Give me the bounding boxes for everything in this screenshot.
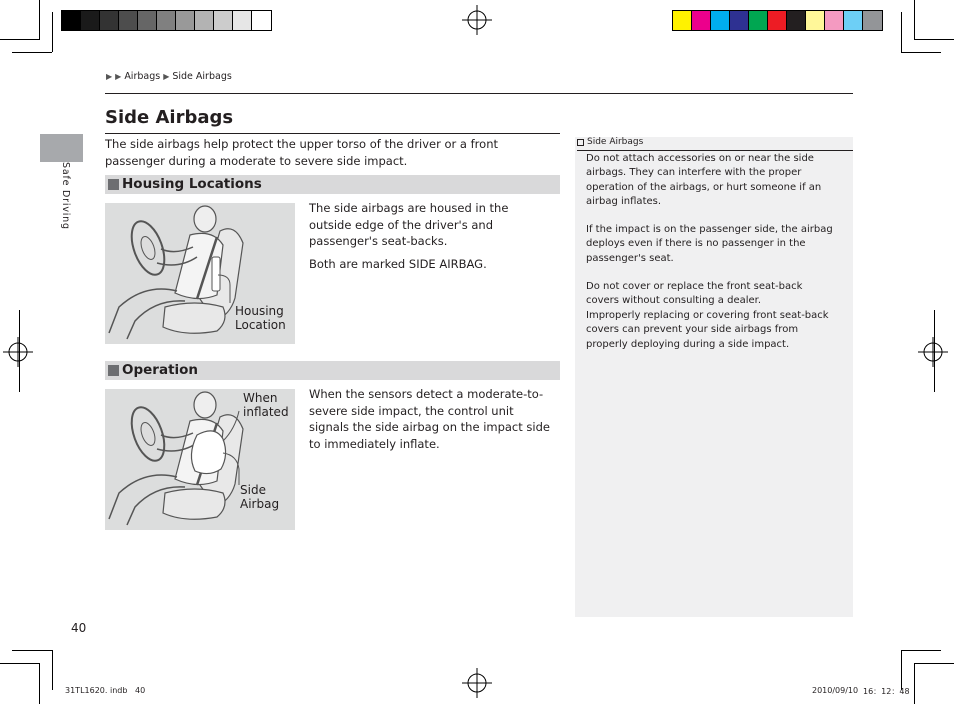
note-rule	[577, 150, 853, 151]
color-swatch	[806, 11, 825, 30]
title-rule	[105, 133, 560, 134]
crop-mark	[914, 663, 915, 704]
note-paragraph: Improperly replacing or covering front seat-back covers can prevent your side airbags from properly deploying during a side impact.	[586, 310, 829, 350]
crop-mark	[901, 650, 902, 690]
color-swatch	[711, 11, 730, 30]
breadcrumb-item-airbags[interactable]: Airbags	[124, 71, 161, 82]
page-title: Side Airbags	[105, 107, 234, 128]
color-swatch	[81, 11, 100, 30]
operation-section-header	[105, 361, 560, 380]
note-header	[577, 137, 643, 147]
label-line: Airbag	[240, 497, 280, 511]
note-paragraph: Do not cover or replace the front seat-back covers without consulting a dealer.	[586, 281, 803, 307]
crop-mark	[914, 663, 954, 664]
color-swatch	[252, 11, 271, 30]
color-swatch	[768, 11, 787, 30]
note-reference-icon	[577, 139, 584, 146]
label-line: Side	[240, 483, 266, 497]
crop-mark	[901, 12, 902, 52]
intro-text: The side airbags help protect the upper torso of the driver or a front passenger during a moderate to severe side impact.	[105, 137, 498, 168]
crop-mark	[19, 310, 20, 392]
footer-time: 16：12：48	[863, 687, 910, 696]
footer-page: 40	[135, 686, 146, 695]
label-line: When	[243, 391, 278, 405]
housing-figure	[105, 203, 295, 344]
housing-location-label	[235, 304, 286, 332]
crop-mark	[914, 0, 915, 40]
breadcrumb-arrow-icon: ▶	[106, 72, 113, 81]
crop-mark	[39, 0, 40, 40]
note-paragraph: Do not attach accessories on or near the side airbags. They can interfere with the proper operation of the airbags, or hurt someone if an airbag inflates.	[586, 153, 822, 207]
footer-file: 31TL1620. indb	[65, 686, 128, 695]
color-swatch	[730, 11, 749, 30]
registration-mark-icon	[3, 337, 33, 367]
color-swatch	[100, 11, 119, 30]
page-number: 40	[71, 621, 87, 635]
registration-mark-icon	[462, 5, 492, 35]
operation-figure	[105, 389, 295, 530]
breadcrumb-item-side-airbags[interactable]: Side Airbags	[172, 71, 232, 82]
color-swatch	[195, 11, 214, 30]
operation-description: When the sensors detect a moderate-to-severe side impact, the control unit signals the side airbag on the impact side to immediately inflate.	[309, 387, 550, 451]
crop-mark	[0, 663, 40, 664]
crop-mark	[12, 650, 52, 651]
housing-description: The side airbags are housed in the outside edge of the driver's and passenger's seat-backs.	[309, 201, 509, 248]
color-swatch	[673, 11, 692, 30]
label-line: Housing	[235, 304, 284, 318]
registration-mark-icon	[918, 337, 948, 367]
crop-mark	[52, 650, 53, 690]
breadcrumb-arrow-icon: ▶	[115, 72, 122, 81]
crop-mark	[0, 39, 40, 40]
color-swatch	[157, 11, 176, 30]
footer-date: 2010/09/10	[812, 686, 859, 695]
color-swatch	[863, 11, 882, 30]
color-swatch	[214, 11, 233, 30]
color-swatch	[787, 11, 806, 30]
note-title: Side Airbags	[587, 137, 644, 147]
section-square-icon	[108, 365, 119, 376]
side-airbag-label	[240, 483, 279, 511]
crop-mark	[901, 650, 941, 651]
registration-mark-icon	[462, 668, 492, 698]
color-swatch	[138, 11, 157, 30]
crop-mark	[12, 52, 52, 53]
crop-mark	[914, 39, 954, 40]
housing-marking-text: Both are marked SIDE AIRBAG.	[309, 257, 487, 271]
note-paragraph: If the impact is on the passenger side, the airbag deploys even if there is no passenger in the passenger's seat.	[586, 224, 833, 264]
color-swatch	[119, 11, 138, 30]
color-swatch	[692, 11, 711, 30]
breadcrumb	[106, 71, 232, 82]
label-line: inflated	[243, 405, 289, 419]
color-swatch	[176, 11, 195, 30]
crop-mark	[52, 12, 53, 52]
crop-mark	[934, 310, 935, 392]
gray-color-bar	[61, 10, 272, 31]
color-swatch	[825, 11, 844, 30]
housing-section-header	[105, 175, 560, 194]
label-line: Location	[235, 318, 286, 332]
housing-heading: Housing Locations	[122, 176, 262, 192]
header-rule	[105, 93, 853, 94]
chapter-tab	[40, 134, 83, 162]
chapter-label: Safe Driving	[60, 162, 71, 230]
color-swatch	[844, 11, 863, 30]
operation-heading: Operation	[122, 362, 199, 378]
when-inflated-label	[243, 391, 289, 419]
breadcrumb-arrow-icon: ▶	[163, 72, 170, 81]
color-swatch	[62, 11, 81, 30]
crop-mark	[39, 663, 40, 704]
crop-mark	[901, 52, 941, 53]
color-swatch	[749, 11, 768, 30]
color-swatch	[233, 11, 252, 30]
process-color-bar	[672, 10, 883, 31]
section-square-icon	[108, 179, 119, 190]
